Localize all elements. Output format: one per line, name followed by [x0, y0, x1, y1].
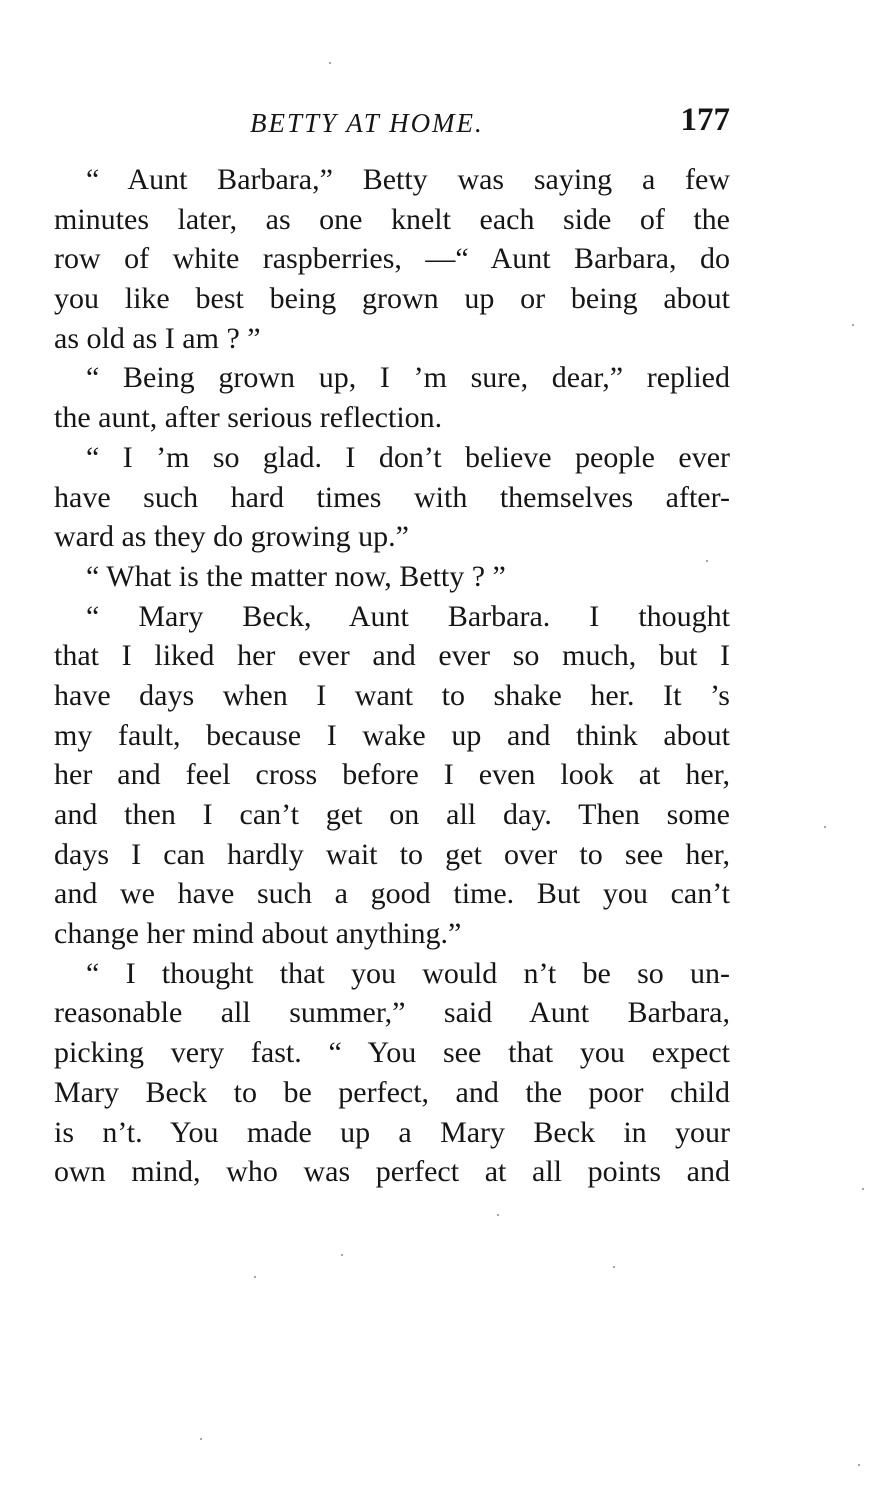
paper-speck [852, 324, 854, 326]
paper-speck [824, 826, 826, 828]
paper-speck [497, 1214, 499, 1216]
text-line: reasonable all summer,” said Aunt Barbara, [54, 996, 730, 1030]
text-line: days I can hardly wait to get over to see her, [54, 837, 730, 871]
text-line: my fault, because I wake up and think about [54, 718, 730, 752]
paper-speck [329, 62, 331, 64]
text-line: have such hard times with themselves after- [54, 480, 730, 514]
text-line: own mind, who was perfect at all points and [54, 1155, 730, 1189]
text-line: “ I thought that you would n’t be so un- [86, 956, 730, 990]
paper-speck [858, 1464, 860, 1466]
running-head [54, 104, 730, 148]
text-line: you like best being grown up or being about [54, 282, 730, 316]
paper-speck [200, 1438, 202, 1440]
text-line: the aunt, after serious reflection. [54, 401, 443, 435]
text-line: minutes later, as one knelt each side of the [54, 202, 730, 236]
text-line: that I liked her ever and ever so much, but I [54, 639, 730, 673]
text-line: and then I can’t get on all day. Then some [54, 798, 730, 831]
text-line: Mary Beck to be perfect, and the poor child [54, 1075, 730, 1109]
text-line: “ Aunt Barbara,” Betty was saying a few [86, 163, 730, 196]
paper-speck [613, 1266, 615, 1268]
text-line: “ Being grown up, I ’m sure, dear,” replied [86, 361, 730, 395]
text-line: row of white raspberries, —“ Aunt Barbara, do [54, 242, 730, 276]
body-text [54, 160, 730, 1192]
text-line: “ What is the matter now, Betty ? ” [86, 559, 506, 593]
running-title: BETTY AT HOME. [250, 108, 484, 138]
text-line: as old as I am ? ” [54, 321, 261, 355]
text-line: “ Mary Beck, Aunt Barbara. I thought [86, 599, 730, 633]
text-line: picking very fast. “ You see that you expect [54, 1036, 730, 1070]
paper-speck [862, 1188, 864, 1190]
text-line: change her mind about anything.” [54, 917, 462, 951]
page-number: 177 [680, 102, 730, 138]
paper-speck [706, 560, 708, 562]
text-line: her and feel cross before I even look at her, [54, 758, 730, 792]
text-line: and we have such a good time. But you can’t [54, 877, 730, 911]
text-line: “ I ’m so glad. I don’t believe people ever [86, 440, 730, 474]
text-line: have days when I want to shake her. It ’s [54, 678, 730, 712]
paper-speck [254, 1276, 256, 1278]
paper-speck [341, 1254, 343, 1256]
text-line: ward as they do growing up.” [54, 520, 409, 554]
text-line: is n’t. You made up a Mary Beck in your [54, 1115, 730, 1149]
